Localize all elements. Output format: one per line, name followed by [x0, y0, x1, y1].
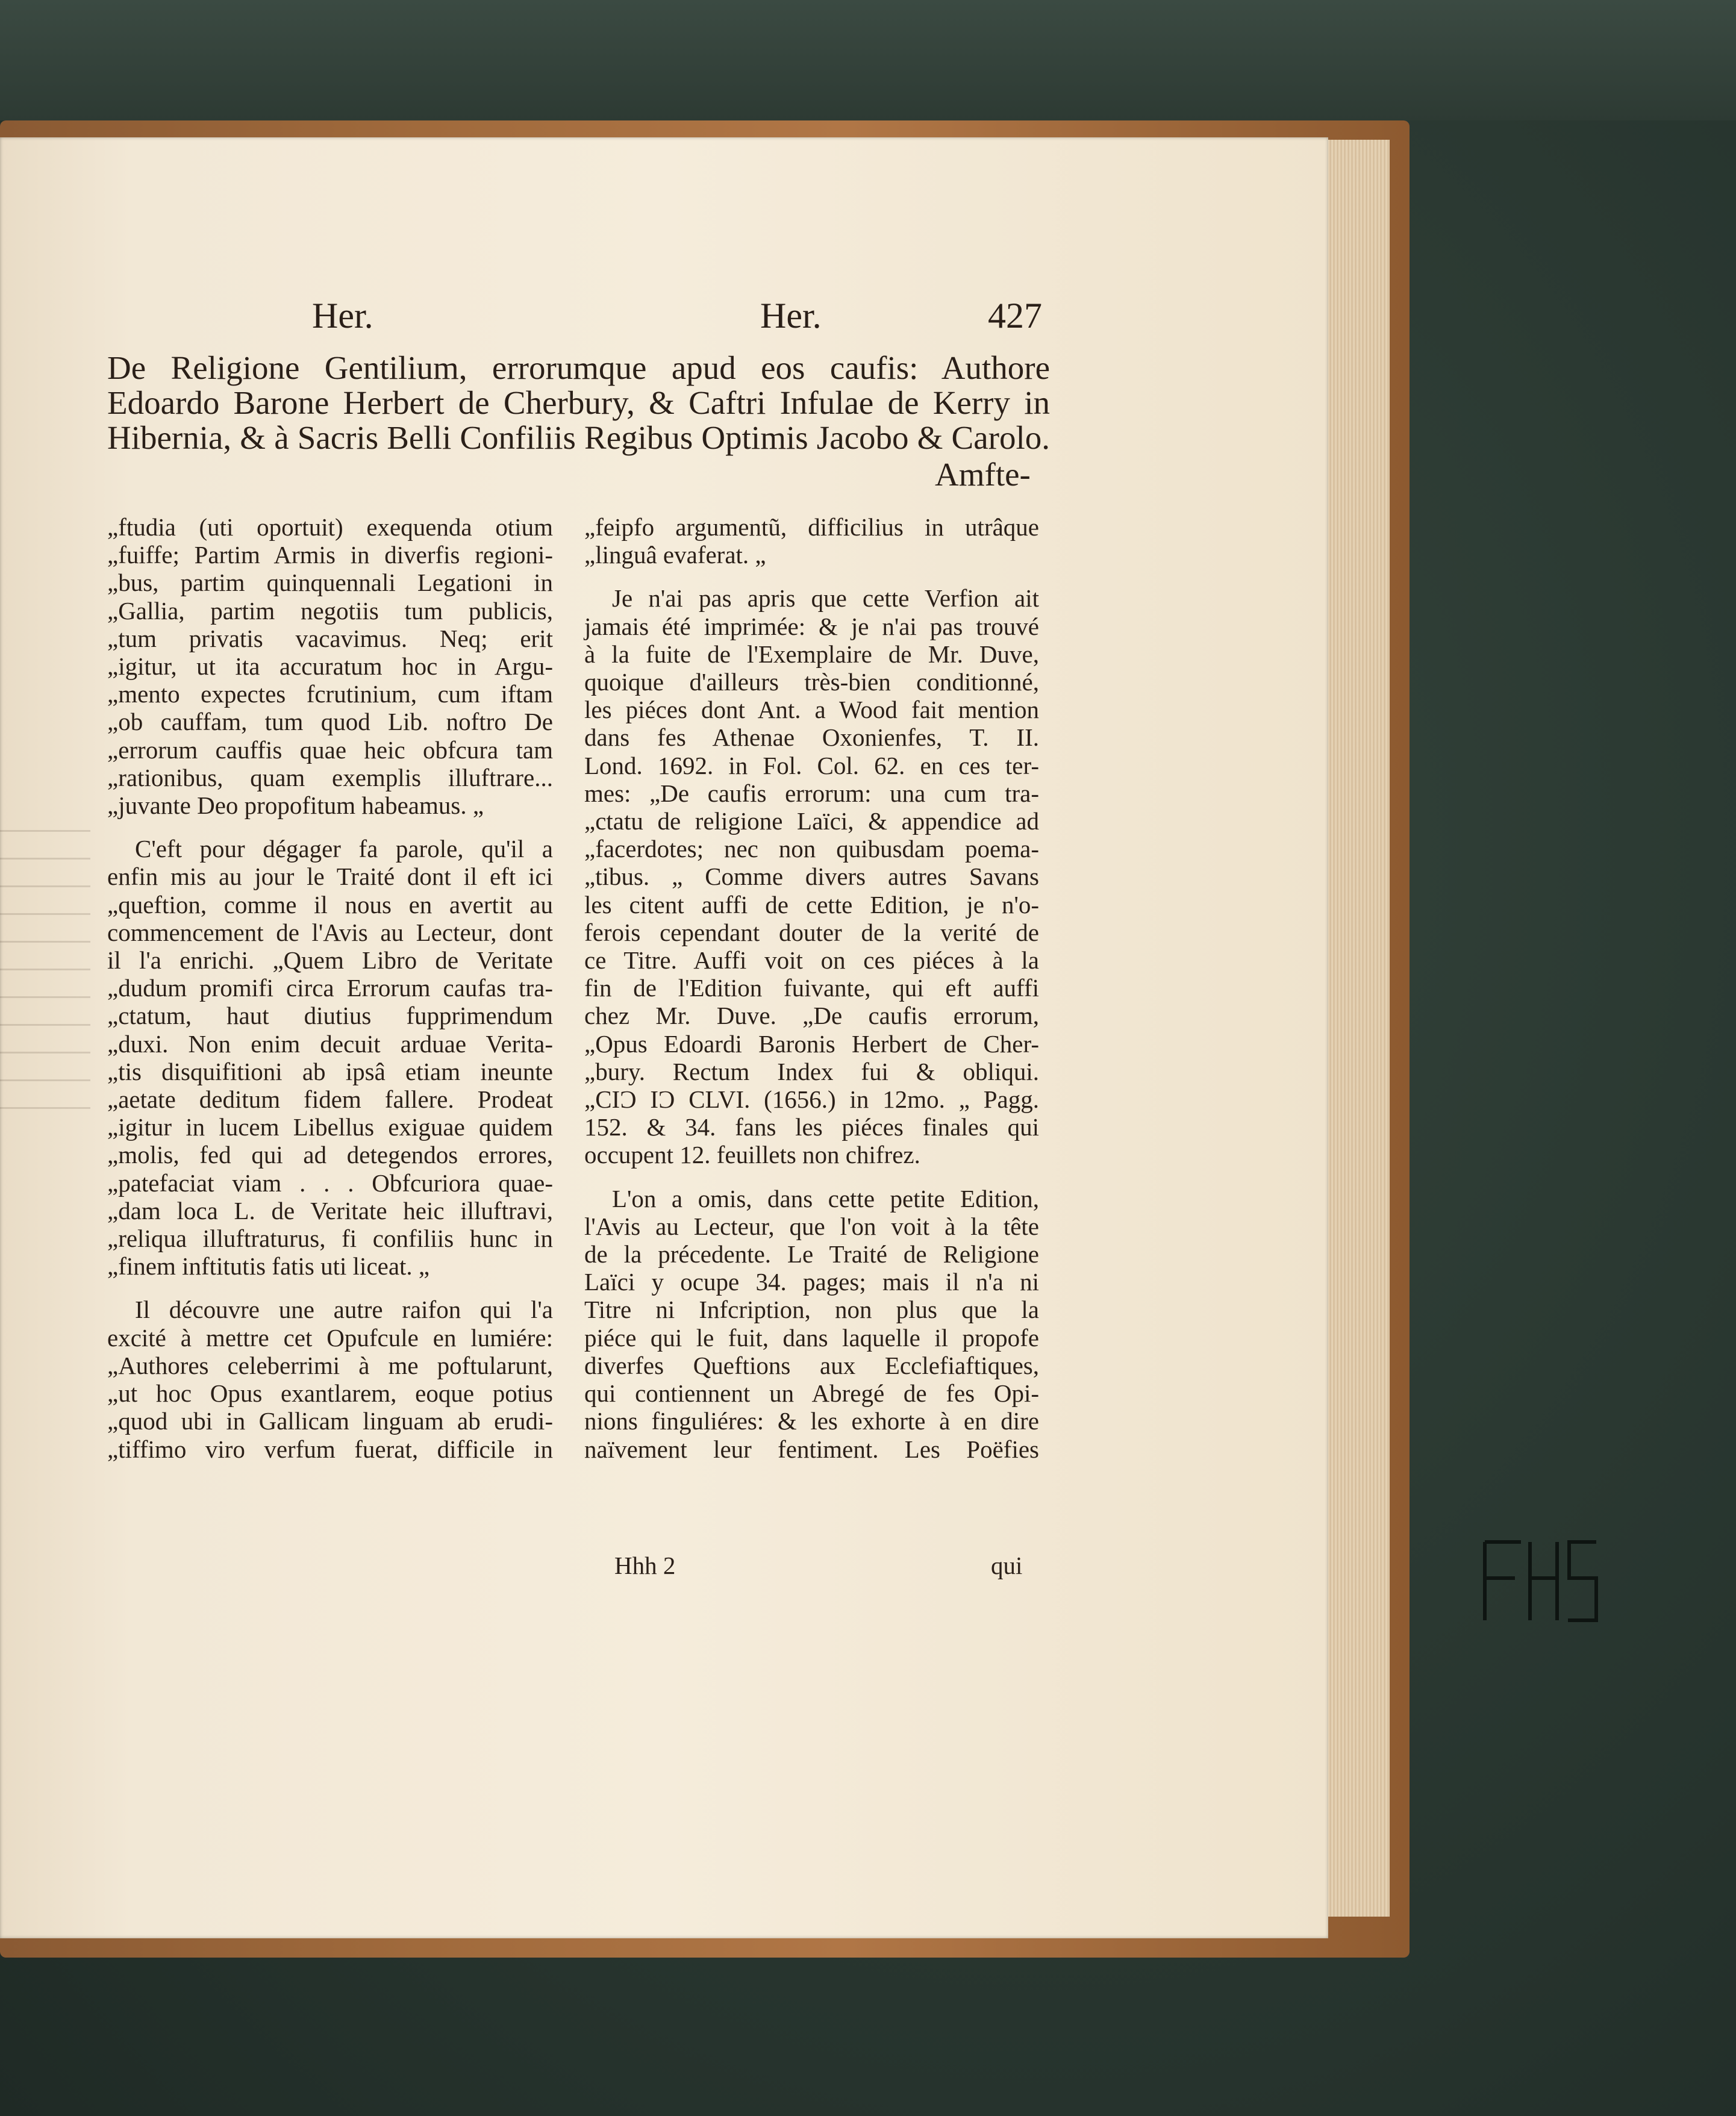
text-line: „Authores celeberrimi à me poftularunt,	[107, 1351, 553, 1379]
text-line: „quod ubi in Gallicam linguam ab erudi-	[107, 1407, 553, 1435]
signature-mark: Hhh 2	[614, 1552, 676, 1579]
text-line: les citent auffi de cette Edition, je n'o-	[584, 890, 1039, 919]
text-line: qui contiennent un Abregé de fes Opi-	[584, 1379, 1039, 1408]
text-line: l'Avis au Lecteur, que l'on voit à la tête	[584, 1212, 1039, 1240]
text-line: „finem inftitutis fatis uti liceat. „	[107, 1252, 430, 1281]
text-line: „feipfo argumentũ, difficilius in utrâque	[584, 513, 1039, 541]
text-line: piéce qui le fuit, dans laquelle il propofe	[584, 1323, 1039, 1352]
text-line: „ctatu de religione Laïci, & appendice ad	[584, 807, 1039, 835]
text-line: chez Mr. Duve. „De caufis errorum,	[584, 1002, 1039, 1030]
text-line: Laïci y ocupe 34. pages; mais il n'a ni	[584, 1268, 1039, 1296]
page-number: 427	[988, 296, 1042, 336]
title-line: Hibernia, & à Sacris Belli Confiliis Regibus Optimis Jacobo & Carolo.	[107, 419, 1050, 456]
text-line: ce Titre. Auffi voit on ces piéces à la	[584, 946, 1039, 975]
text-line: „bury. Rectum Index fui & obliqui.	[584, 1057, 1039, 1085]
book-title	[107, 351, 1050, 455]
text-line: les piéces dont Ant. a Wood fait mention	[584, 696, 1039, 724]
text-line: „mento expectes fcrutinium, cum iftam	[107, 680, 553, 708]
title-continuation: Amfte-	[935, 456, 1031, 493]
text-line: „ut hoc Opus exantlarem, eoque potius	[107, 1379, 553, 1408]
right-column	[584, 513, 1039, 1463]
text-line: „juvante Deo propofitum habeamus. „	[107, 791, 484, 820]
text-line: „igitur, ut ita accuratum hoc in Argu-	[107, 652, 553, 681]
text-line: Il découvre une autre raifon qui l'a	[135, 1296, 553, 1324]
text-line: dans fes Athenae Oxonienfes, T. II.	[584, 723, 1039, 752]
text-line: „CIƆ IƆ CLVI. (1656.) in 12mo. „ Pagg.	[584, 1085, 1039, 1114]
text-line: occupent 12. feuillets non chifrez.	[584, 1141, 920, 1169]
text-line: „igitur in lucem Libellus exiguae quidem	[107, 1113, 553, 1141]
text-line: „ftudia (uti oportuit) exequenda otium	[107, 513, 553, 541]
text-line: „Opus Edoardi Baronis Herbert de Cher-	[584, 1029, 1039, 1058]
text-line: „Gallia, partim negotiis tum publicis,	[107, 596, 553, 625]
text-line: „dam loca L. de Veritate heic illuftravi,	[107, 1196, 553, 1225]
text-line: „tis disquifitioni ab ipsâ etiam ineunte	[107, 1057, 553, 1085]
bleed-through-text	[0, 830, 90, 1131]
watermark-logo-icon	[1479, 1530, 1599, 1626]
text-line: Lond. 1692. in Fol. Col. 62. en ces ter-	[584, 751, 1039, 779]
text-line: excité à mettre cet Opufcule en lumiére:	[107, 1323, 553, 1352]
text-line: „ob cauffam, tum quod Lib. noftro De	[107, 708, 553, 736]
text-line: fin de l'Edition fuivante, qui eft auffi	[584, 974, 1039, 1002]
text-line: C'eft pour dégager fa parole, qu'il a	[135, 835, 553, 863]
left-column	[107, 513, 553, 1463]
running-head-left: Her.	[312, 296, 373, 336]
text-line: Je n'ai pas apris que cette Verfion ait	[612, 584, 1039, 613]
text-line: „tibus. „ Comme divers autres Savans	[584, 863, 1039, 891]
text-line: „bus, partim quinquennali Legationi in	[107, 569, 553, 597]
text-line: „patefaciat viam . . . Obfcuriora quae-	[107, 1169, 553, 1197]
text-line: „errorum cauffis quae heic obfcura tam	[107, 735, 553, 764]
text-line: naïvement leur fentiment. Les Poëfies	[584, 1435, 1039, 1463]
text-line: „queftion, comme il nous en avertit au	[107, 890, 553, 919]
catchword: qui	[991, 1552, 1023, 1579]
text-line: „linguâ evaferat. „	[584, 541, 766, 569]
text-line: à la fuite de l'Exemplaire de Mr. Duve,	[584, 640, 1039, 668]
text-line: commencement de l'Avis au Lecteur, dont	[107, 918, 553, 946]
running-head-right: Her.	[760, 296, 822, 336]
text-line: diverfes Queftions aux Ecclefiaftiques,	[584, 1351, 1039, 1379]
text-line: Titre ni Infcription, non plus que la	[584, 1296, 1039, 1324]
text-line: L'on a omis, dans cette petite Edition,	[612, 1184, 1039, 1212]
text-line: jamais été imprimée: & je n'ai pas trouvé	[584, 612, 1039, 640]
text-line: „dudum promifi circa Errorum caufas tra-	[107, 974, 553, 1002]
text-line: „reliqua illuftraturus, fi confiliis hunc in	[107, 1225, 553, 1253]
page-edges	[1322, 140, 1390, 1917]
text-line: „fuiffe; Partim Armis in diverfis regioni-	[107, 541, 553, 569]
text-line: „ctatum, haut diutius fupprimendum	[107, 1002, 553, 1030]
text-line: de la précedente. Le Traité de Religione	[584, 1240, 1039, 1269]
text-line: „tum privatis vacavimus. Neq; erit	[107, 624, 553, 652]
text-line: „duxi. Non enim decuit arduae Verita-	[107, 1029, 553, 1058]
text-line: 152. & 34. fans les piéces finales qui	[584, 1113, 1039, 1141]
text-line: quoique d'ailleurs très-bien conditionné,	[584, 668, 1039, 696]
text-line: ferois cependant douter de la verité de	[584, 918, 1039, 946]
text-line: nions finguliéres: & les exhorte à en dire	[584, 1407, 1039, 1435]
text-line: „molis, fed qui ad detegendos errores,	[107, 1141, 553, 1169]
title-line: De Religione Gentilium, errorumque apud eos caufis: Authore	[107, 349, 1050, 386]
title-line: Edoardo Barone Herbert de Cherbury, & Caftri Infulae de Kerry in	[107, 384, 1050, 421]
text-line: „tiffimo viro verfum fuerat, difficile in	[107, 1435, 553, 1463]
text-line: „rationibus, quam exemplis illuftrare...	[107, 763, 553, 791]
text-line: il l'a enrichi. „Quem Libro de Veritate	[107, 946, 553, 975]
text-line: enfin mis au jour le Traité dont il eft ici	[107, 863, 553, 891]
book-board-top	[0, 0, 1736, 120]
text-line: mes: „De caufis errorum: una cum tra-	[584, 779, 1039, 807]
text-line: „facerdotes; nec non quibusdam poema-	[584, 835, 1039, 863]
text-line: „aetate deditum fidem fallere. Prodeat	[107, 1085, 553, 1114]
